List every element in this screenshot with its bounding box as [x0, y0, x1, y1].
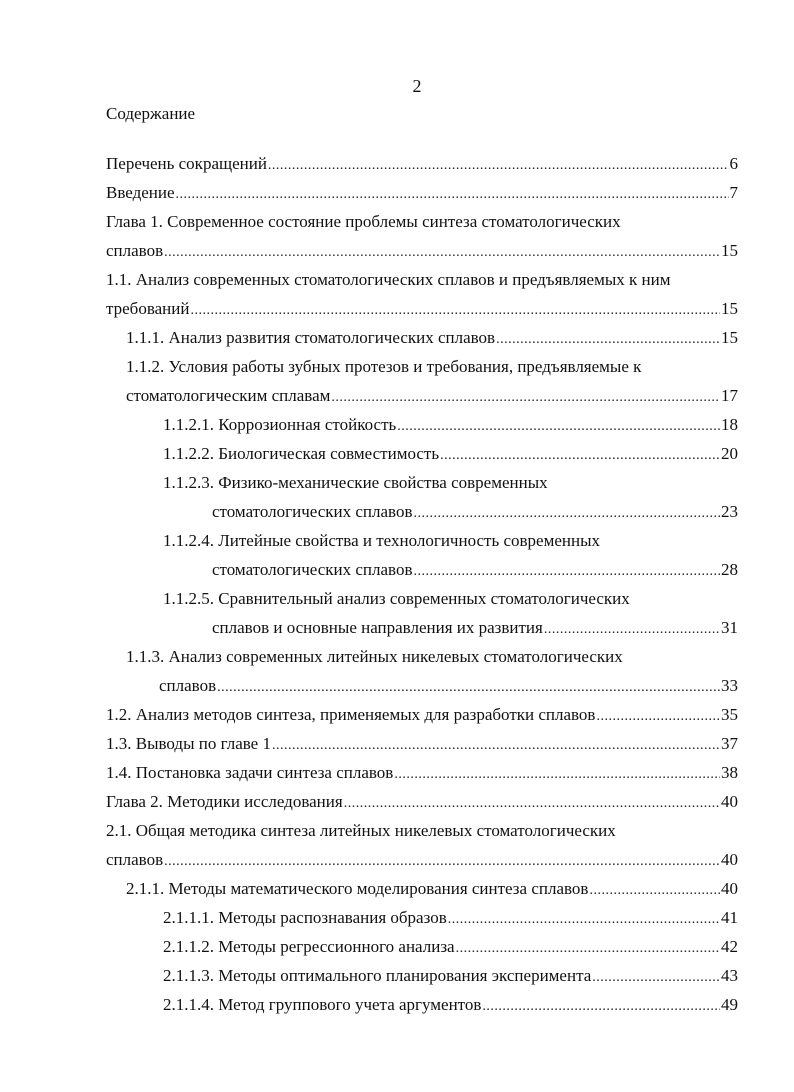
toc-dot-leader	[397, 410, 720, 441]
toc-entry-label: 1.1.2.1. Коррозионная стойкость	[163, 415, 397, 434]
toc-entry	[106, 323, 738, 352]
toc-entry	[106, 236, 738, 265]
toc-entry	[106, 294, 738, 323]
toc-entry-page: 43	[721, 966, 738, 985]
toc-entry-page: 40	[721, 879, 738, 898]
toc-dot-leader	[272, 729, 720, 760]
toc-entry-lead: 1.1. Анализ современных стоматологических сплавов и предъявляемых к ним	[106, 270, 671, 289]
toc-dot-leader	[394, 758, 720, 789]
toc-entry-page: 15	[721, 328, 738, 347]
toc-dot-leader	[164, 845, 720, 876]
toc-entry-label: Глава 2. Методики исследования	[106, 792, 343, 811]
toc-entry-page: 33	[721, 676, 738, 695]
toc-entry-label: 1.3. Выводы по главе 1	[106, 734, 271, 753]
toc-entry-label: 1.4. Постановка задачи синтеза сплавов	[106, 763, 394, 782]
table-of-contents	[106, 149, 738, 1019]
toc-entry-label: 2.1.1.1. Методы распознавания образов	[163, 908, 447, 927]
toc-entry-page: 28	[721, 560, 738, 579]
toc-entry	[106, 149, 738, 178]
toc-entry	[106, 729, 738, 758]
toc-entry-label: сплавов и основные направления их развития	[212, 618, 543, 637]
toc-entry-page: 31	[721, 618, 738, 637]
toc-entry-label: сплавов	[106, 241, 164, 260]
toc-entry-label: Перечень сокращений	[106, 154, 267, 173]
toc-dot-leader	[482, 990, 720, 1021]
toc-dot-leader	[164, 236, 720, 267]
page-number: 2	[412, 76, 422, 96]
toc-dot-leader	[268, 149, 729, 180]
toc-entry	[106, 410, 738, 439]
toc-entry-page: 40	[721, 850, 738, 869]
toc-entry-label: требований	[106, 299, 190, 318]
toc-entry-label: 1.2. Анализ методов синтеза, применяемых для разработки сплавов	[106, 705, 596, 724]
toc-entry-label: сплавов	[106, 850, 164, 869]
toc-dot-leader	[448, 903, 720, 934]
toc-entry	[106, 613, 738, 642]
toc-entry	[106, 439, 738, 468]
toc-entry-label: 2.1.1.4. Метод группового учета аргументов	[163, 995, 482, 1014]
toc-entry-page: 20	[721, 444, 738, 463]
toc-entry-label: 1.1.1. Анализ развития стоматологических сплавов	[126, 328, 496, 347]
toc-entry-label: сплавов	[159, 676, 217, 695]
toc-entry-lead: 1.1.2. Условия работы зубных протезов и требования, предъявляемые к	[126, 357, 642, 376]
toc-entry	[106, 700, 738, 729]
toc-entry-page: 49	[721, 995, 738, 1014]
toc-dot-leader	[456, 932, 720, 963]
toc-entry	[106, 758, 738, 787]
toc-dot-leader	[190, 294, 720, 325]
toc-entry-label: стоматологических сплавов	[212, 560, 413, 579]
toc-title: Содержание	[106, 104, 196, 123]
toc-dot-leader	[596, 700, 720, 731]
toc-entry-page: 38	[721, 763, 738, 782]
toc-entry	[106, 932, 738, 961]
toc-entry	[106, 903, 738, 932]
toc-entry	[106, 961, 738, 990]
toc-entry-lead: 2.1. Общая методика синтеза литейных никелевых стоматологических	[106, 821, 616, 840]
toc-entry	[106, 497, 738, 526]
toc-entry-page: 37	[721, 734, 738, 753]
toc-entry-page: 23	[721, 502, 738, 521]
toc-entry-label: 2.1.1.3. Методы оптимального планирования эксперимента	[163, 966, 592, 985]
toc-dot-leader	[440, 439, 720, 470]
toc-entry-lead: 1.1.3. Анализ современных литейных никелевых стоматологических	[126, 647, 623, 666]
toc-entry	[106, 381, 738, 410]
toc-dot-leader	[414, 497, 721, 528]
toc-entry	[106, 178, 738, 207]
toc-dot-leader	[176, 178, 729, 209]
toc-entry-page: 42	[721, 937, 738, 956]
toc-entry-page: 40	[721, 792, 738, 811]
toc-dot-leader	[589, 874, 720, 905]
toc-entry	[106, 555, 738, 584]
toc-entry-page: 18	[721, 415, 738, 434]
toc-entry-page: 17	[721, 386, 738, 405]
toc-entry-label: 2.1.1.2. Методы регрессионного анализа	[163, 937, 455, 956]
toc-entry-lead: 1.1.2.4. Литейные свойства и технологичность современных	[163, 531, 601, 550]
toc-entry-label: стоматологических сплавов	[212, 502, 413, 521]
toc-dot-leader	[344, 787, 720, 818]
toc-dot-leader	[496, 323, 720, 354]
toc-entry-page: 35	[721, 705, 738, 724]
toc-entry-lead: Глава 1. Современное состояние проблемы синтеза стоматологических	[106, 212, 621, 231]
toc-dot-leader	[544, 613, 720, 644]
toc-entry-label: Введение	[106, 183, 175, 202]
toc-entry	[106, 787, 738, 816]
toc-dot-leader	[217, 671, 720, 702]
toc-entry-page: 15	[721, 241, 738, 260]
toc-entry-page: 41	[721, 908, 738, 927]
toc-entry-label: 1.1.2.2. Биологическая совместимость	[163, 444, 440, 463]
toc-entry	[106, 874, 738, 903]
toc-entry-label: стоматологическим сплавам	[126, 386, 331, 405]
toc-entry-lead: 1.1.2.3. Физико-механические свойства современных	[163, 473, 548, 492]
toc-dot-leader	[331, 381, 720, 412]
toc-entry	[106, 845, 738, 874]
toc-entry-page: 6	[729, 154, 738, 173]
toc-dot-leader	[592, 961, 720, 992]
toc-entry	[106, 671, 738, 700]
toc-entry-lead: 1.1.2.5. Сравнительный анализ современных стоматологических	[163, 589, 630, 608]
toc-entry-label: 2.1.1. Методы математического моделирования синтеза сплавов	[126, 879, 589, 898]
toc-entry-page: 15	[721, 299, 738, 318]
toc-dot-leader	[414, 555, 721, 586]
toc-entry	[106, 990, 738, 1019]
toc-entry-page: 7	[729, 183, 738, 202]
